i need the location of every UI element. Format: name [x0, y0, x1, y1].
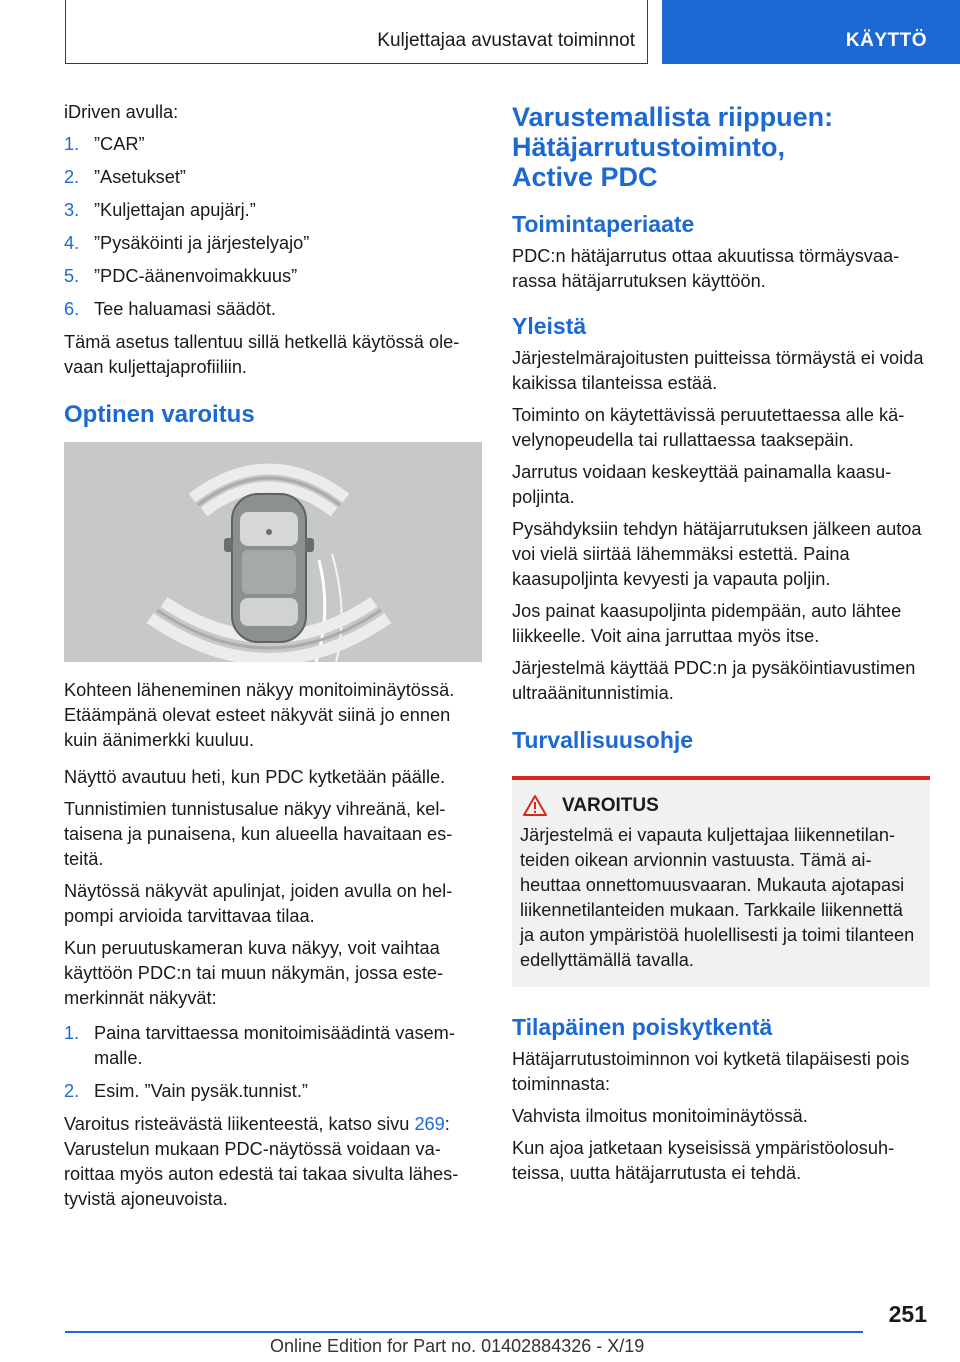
warning-header	[520, 794, 922, 817]
step-number: 2.	[64, 1081, 80, 1101]
header-chapter-title: KÄYTTÖ	[845, 30, 927, 51]
pdc-car-graphic	[64, 442, 482, 662]
footer-edition-text: Online Edition for Part no. 01402884326 - X/19	[270, 1336, 645, 1356]
warning-triangle-icon	[522, 794, 548, 817]
step-text: ”Kuljettajan apujärj.”	[94, 200, 256, 220]
step-number: 5.	[64, 266, 80, 286]
general-text: Jarrutus voidaan keskeyttää painamalla kaasupoljinta.	[512, 462, 892, 507]
sensor-color-text: Tunnistimien tunnistusalue näkyy vihreänä, keltaisena ja punaisena, kun alueella havaitaan esteitä.	[64, 799, 453, 869]
camera-view-text: Kun peruutuskameran kuva näkyy, voit vaihtaa käyttöön PDC:n tai muun näkymän, jossa estemerkinnät näkyvät:	[64, 938, 444, 1008]
step-text: ”Asetukset”	[94, 167, 186, 187]
general-text: Järjestelmä käyttää PDC:n ja pysäköintiavustimen ultraäänitunnistimia.	[512, 658, 916, 703]
general-text: Jos painat kaasupoljinta pidempään, auto lähtee liikkeelle. Voit aina jarruttaa myös itse.	[512, 601, 902, 646]
camera-steps	[64, 1021, 482, 1104]
title-line-1: Varustemallista riippuen:	[512, 102, 834, 132]
step-item	[64, 1079, 482, 1104]
warning-text: Järjestelmä ei vapauta kuljettajaa liikennetilanteiden oikean arvionnin vastuusta. Tämä aiheuttaa onnettomuusvaaran. Mukauta ajotapasi liikennetilanteiden mukaan. Tarkkaile liikennettä ja auton ympäristöä huolellisesti ja toimi tilanteen edellyttämällä tavalla.	[520, 825, 915, 970]
step-item	[64, 231, 482, 256]
step-item	[64, 165, 482, 190]
xref-suffix: :	[444, 1114, 450, 1134]
settings-steps	[64, 132, 482, 322]
temporary-off-text: Hätäjarrutustoiminnon voi kytketä tilapäisesti pois toiminnasta:	[512, 1049, 910, 1094]
general-text: Toiminto on käytettävissä peruutettaessa alle kävelynopeudella tai rullattaessa taaksepäin.	[512, 405, 905, 450]
principle-heading: Toimintaperiaate	[512, 211, 695, 237]
title-line-3: Active PDC	[512, 162, 658, 192]
title-line-2: Hätäjarrutustoiminto,	[512, 132, 786, 162]
step-number: 1.	[64, 1023, 80, 1043]
step-item	[64, 264, 482, 289]
header-chapter-tab[interactable]	[662, 0, 960, 64]
principle-text: PDC:n hätäjarrutus ottaa akuutissa törmäysvaarassa hätäjarrutuksen käyttöön.	[512, 246, 900, 291]
step-number: 1.	[64, 134, 80, 154]
main-title	[512, 102, 930, 192]
approach-text: Kohteen läheneminen näkyy monitoiminäytössä. Etäämpänä olevat esteet näkyvät siinä jo ennen kuin äänimerkki kuuluu.	[64, 680, 455, 750]
guide-lines-text: Näytössä näkyvät apulinjat, joiden avulla on helpompi arvioida tarvittavaa tilaa.	[64, 881, 453, 926]
intro-text: iDriven avulla:	[64, 102, 179, 122]
warning-title: VAROITUS	[562, 794, 659, 816]
general-text: Pysähdyksiin tehdyn hätäjarrutuksen jälkeen autoa voi vielä siirtää lähemmäksi estettä. Paina kaasupoljinta kevyesti ja vapauta poljin.	[512, 519, 922, 589]
right-column	[512, 100, 930, 1193]
temporary-off-heading: Tilapäinen poiskytkentä	[512, 1014, 773, 1040]
optical-warning-heading: Optinen varoitus	[64, 401, 255, 428]
step-number: 2.	[64, 167, 80, 187]
display-open-text: Näyttö avautuu heti, kun PDC kytketään päälle.	[64, 767, 446, 787]
left-column	[64, 100, 482, 1219]
temporary-off-text: Vahvista ilmoitus monitoiminäytössä.	[512, 1106, 808, 1126]
step-text: ”Pysäköinti ja järjestelyajo”	[94, 233, 310, 253]
footer-divider	[65, 1331, 863, 1333]
step-item	[64, 198, 482, 223]
front-rear-warning-text: Varustelun mukaan PDC-näytössä voidaan varoittaa myös auton edestä tai takaa sivulta lähestyvistä ajoneuvoista.	[64, 1139, 459, 1209]
step-text: Paina tarvittaessa monitoimisäädintä vasemmalle.	[94, 1023, 455, 1068]
step-item	[64, 297, 482, 322]
temporary-off-text: Kun ajoa jatketaan kyseisissä ympäristöolosuhteissa, uutta hätäjarrutusta ei tehdä.	[512, 1138, 895, 1183]
header-section-box	[65, 0, 648, 64]
general-heading: Yleistä	[512, 313, 587, 339]
xref-prefix: Varoitus risteävästä liikenteestä, katso sivu	[64, 1114, 415, 1134]
step-text: Tee haluamasi säädöt.	[94, 299, 276, 319]
step-number: 4.	[64, 233, 80, 253]
page-number: 251	[888, 1301, 927, 1327]
step-text: ”CAR”	[94, 134, 145, 154]
pdc-display-illustration	[64, 442, 482, 662]
profile-note: Tämä asetus tallentuu sillä hetkellä käytössä olevaan kuljettajaprofiiliin.	[64, 332, 460, 377]
warning-box	[512, 776, 930, 987]
step-text: ”PDC-äänenvoimakkuus”	[94, 266, 298, 286]
step-number: 3.	[64, 200, 80, 220]
step-number: 6.	[64, 299, 80, 319]
header-section-title: Kuljettajaa avustavat toiminnot	[377, 30, 635, 51]
step-item	[64, 132, 482, 157]
page-link[interactable]: 269	[414, 1114, 445, 1134]
general-text: Järjestelmärajoitusten puitteissa törmäystä ei voida kaikissa tilanteissa estää.	[512, 348, 924, 393]
step-text: Esim. ”Vain pysäk.tunnist.”	[94, 1081, 308, 1101]
cross-reference-text	[64, 1112, 482, 1137]
safety-heading: Turvallisuusohje	[512, 727, 694, 753]
step-item	[64, 1021, 482, 1071]
